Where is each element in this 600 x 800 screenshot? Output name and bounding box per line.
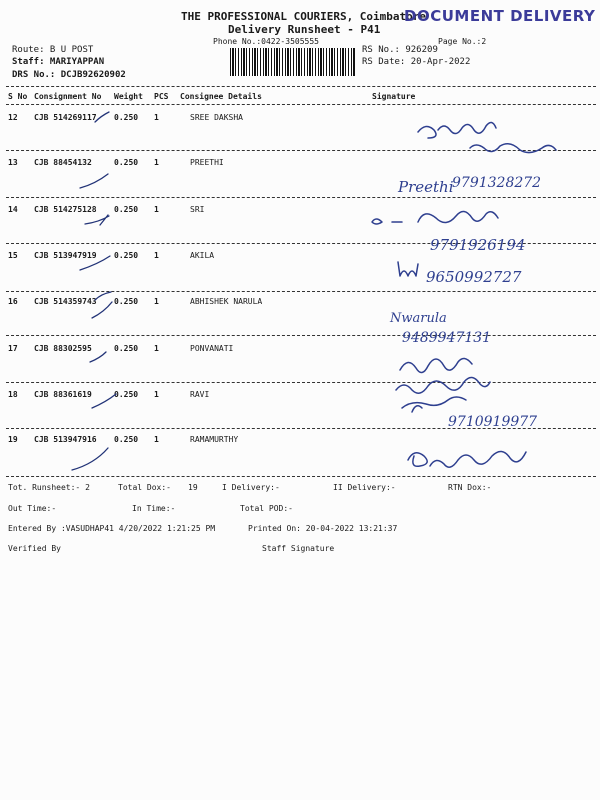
handwritten-abhishek-phone: 9489947131 xyxy=(402,330,492,346)
row-sno: 17 xyxy=(8,344,18,353)
staff-name: Staff: MARIYAPPAN xyxy=(12,57,105,67)
row-weight: 0.250 xyxy=(114,251,139,260)
row-sno: 13 xyxy=(8,158,18,167)
row-consignment: CJB 513947916 xyxy=(34,435,97,444)
check-mark xyxy=(72,448,108,470)
row-pcs: 1 xyxy=(154,435,159,444)
row-sno: 12 xyxy=(8,113,18,122)
total-dox-label: Total Dox:- xyxy=(118,483,171,492)
document-delivery-stamp: DOCUMENT DELIVERY xyxy=(404,7,596,25)
i-delivery: I Delivery:- xyxy=(222,483,280,492)
row-consignee: ABHISHEK NARULA xyxy=(190,297,263,306)
handwritten-preethi-phone: 9791328272 xyxy=(452,175,542,191)
company-name: THE PROFESSIONAL COURIERS, Coimbatore xyxy=(181,10,427,23)
total-pod: Total POD:- xyxy=(240,504,293,513)
col-header-weight: Weight xyxy=(114,92,143,101)
row-consignment: CJB 88302595 xyxy=(34,344,92,353)
row-sno: 16 xyxy=(8,297,18,306)
signature-ravi xyxy=(402,397,466,412)
divider xyxy=(6,382,596,383)
check-mark xyxy=(85,215,109,225)
row-consignment: CJB 514359743 xyxy=(34,297,97,306)
staff-signature: Staff Signature xyxy=(262,544,335,553)
divider xyxy=(6,476,596,477)
row-consignee: AKILA xyxy=(190,251,215,260)
rtn-dox: RTN Dox:- xyxy=(448,483,492,492)
row-pcs: 1 xyxy=(154,251,159,260)
handwritten-ravi-phone: 9710919977 xyxy=(448,414,538,430)
row-pcs: 1 xyxy=(154,113,159,122)
row-consignee: RAMAMURTHY xyxy=(190,435,239,444)
tot-runsheet: Tot. Runsheet:- 2 xyxy=(8,483,90,492)
route: Route: B U POST xyxy=(12,45,94,55)
row-consignment: CJB 514269117 xyxy=(34,113,97,122)
page-number: Page No.:2 xyxy=(438,37,487,46)
row-consignee: SRI xyxy=(190,205,205,214)
row-pcs: 1 xyxy=(154,344,159,353)
total-dox-value: 19 xyxy=(188,483,198,492)
in-time: In Time:- xyxy=(132,504,176,513)
col-header-consignment: Consignment No xyxy=(34,92,102,101)
signature-akila xyxy=(398,262,418,276)
check-mark xyxy=(90,352,106,362)
row-weight: 0.250 xyxy=(114,344,139,353)
verified-by: Verified By xyxy=(8,544,61,553)
signature-sri xyxy=(372,211,498,224)
row-pcs: 1 xyxy=(154,390,159,399)
signature-sree-daksha xyxy=(418,122,556,152)
row-sno: 18 xyxy=(8,390,18,399)
ii-delivery: II Delivery:- xyxy=(333,483,396,492)
row-consignment: CJB 88454132 xyxy=(34,158,92,167)
drs-number: DRS No.: DCJB92620902 xyxy=(12,70,126,80)
entered-by: Entered By :VASUDHAP41 4/20/2022 1:21:25 PM xyxy=(8,524,216,533)
rs-date: RS Date: 20-Apr-2022 xyxy=(362,57,471,67)
runsheet-title: Delivery Runsheet - P41 xyxy=(228,23,381,36)
handwritten-akila-phone: 9650992727 xyxy=(426,268,522,286)
signature-ponvanati xyxy=(396,358,490,393)
row-sno: 15 xyxy=(8,251,18,260)
check-mark xyxy=(80,174,108,188)
check-mark xyxy=(95,112,109,122)
divider xyxy=(6,150,596,151)
row-weight: 0.250 xyxy=(114,390,139,399)
col-header-sno: S No xyxy=(8,92,28,101)
signature-ramamurthy xyxy=(408,451,526,467)
phone-number: Phone No.:0422-3505555 xyxy=(213,37,319,46)
barcode xyxy=(230,48,355,76)
row-consignment: CJB 88361619 xyxy=(34,390,92,399)
divider xyxy=(6,428,596,429)
col-header-pcs: PCS xyxy=(154,92,169,101)
divider xyxy=(6,243,596,244)
printed-on: Printed On: 20-04-2022 13:21:37 xyxy=(248,524,398,533)
divider xyxy=(6,335,596,336)
col-header-consignee: Consignee Details xyxy=(180,92,262,101)
rs-number: RS No.: 926209 xyxy=(362,45,438,55)
row-pcs: 1 xyxy=(154,158,159,167)
divider xyxy=(6,104,596,105)
row-consignee: PONVANATI xyxy=(190,344,234,353)
divider xyxy=(6,291,596,292)
handwritten-abhishek-name: Nwarula xyxy=(390,311,447,326)
check-mark xyxy=(95,292,111,300)
row-sno: 14 xyxy=(8,205,18,214)
row-pcs: 1 xyxy=(154,297,159,306)
divider xyxy=(6,197,596,198)
row-consignment: CJB 513947919 xyxy=(34,251,97,260)
out-time: Out Time:- xyxy=(8,504,57,513)
handwritten-preethi-name: Preethi xyxy=(398,178,454,196)
row-weight: 0.250 xyxy=(114,435,139,444)
row-pcs: 1 xyxy=(154,205,159,214)
divider xyxy=(6,86,596,87)
row-consignee: RAVI xyxy=(190,390,210,399)
row-sno: 19 xyxy=(8,435,18,444)
col-header-signature: Signature xyxy=(372,92,416,101)
row-weight: 0.250 xyxy=(114,205,139,214)
row-consignment: CJB 514275128 xyxy=(34,205,97,214)
check-mark xyxy=(92,394,116,408)
row-weight: 0.250 xyxy=(114,297,139,306)
row-consignee: SREE DAKSHA xyxy=(190,113,243,122)
row-weight: 0.250 xyxy=(114,113,139,122)
row-weight: 0.250 xyxy=(114,158,139,167)
row-consignee: PREETHI xyxy=(190,158,224,167)
handwritten-sri-phone: 9791926194 xyxy=(430,236,526,254)
